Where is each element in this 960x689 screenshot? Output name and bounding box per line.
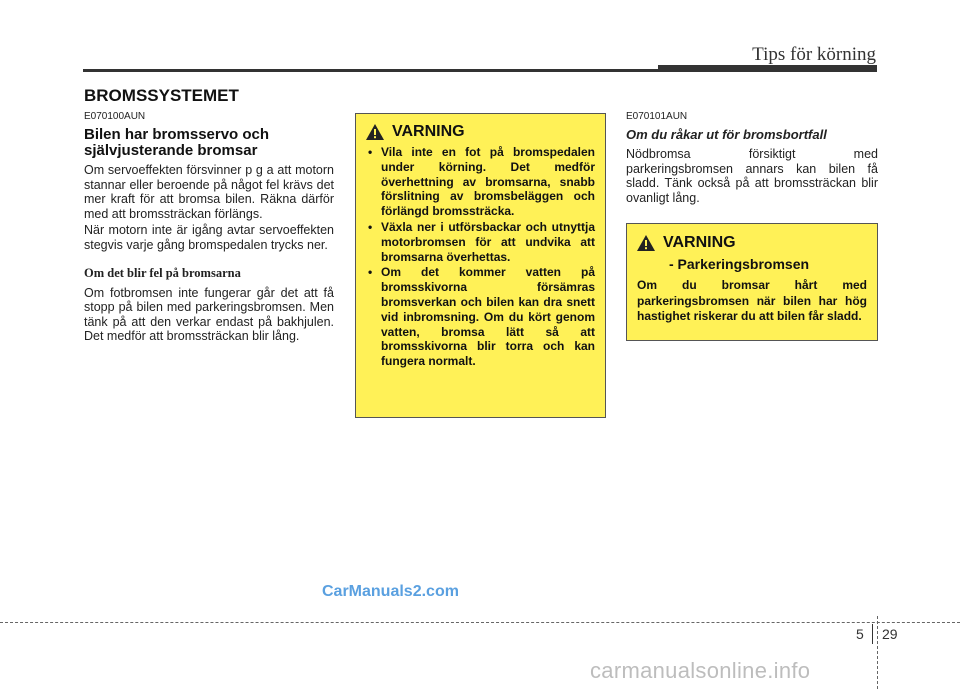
left-paragraph-3: Om fotbromsen inte fungerar går det att få stopp på bilen med parkeringsbromsen. Men tänk på att den verkar endast på bakhjulen. Det medför att bromssträckan blir lång. xyxy=(84,285,334,344)
warning-text: Om du bromsar hårt med parkeringsbromsen när bilen har hög hastighet riskerar du att bilen får sladd. xyxy=(637,278,867,323)
warning-item: • Vila inte en fot på bromspedalen under körning. Det medför överhettning av bromsarna, snabb förslitning av bromsbeläggen och förlängd bromssträcka. xyxy=(366,145,595,219)
page-number: 29 xyxy=(882,626,898,642)
warning-list xyxy=(366,145,595,369)
chapter-number: 5 xyxy=(856,626,864,642)
left-subheading: Om det blir fel på bromsarna xyxy=(84,265,241,280)
warning-label: VARNING xyxy=(392,123,465,140)
warning-header xyxy=(366,123,595,141)
footer-vertical-rule xyxy=(877,616,879,689)
watermark-logo: CarManuals2.com xyxy=(322,583,459,600)
warning-triangle-icon xyxy=(366,124,384,140)
section-code: E070100AUN xyxy=(84,111,146,122)
left-paragraph-1: Om servoeffekten försvinner p g a att motorn stannar eller beroende på något fel krävs det mer kraft för att bromsa bilen. Räkna därför med att bromssträckan förlängs. xyxy=(84,163,334,221)
left-column xyxy=(84,111,334,346)
header-rule-thick xyxy=(658,65,877,72)
footer-rule xyxy=(0,622,960,623)
page-number-divider xyxy=(872,624,873,644)
warning-item: • Om det kommer vatten på bromsskivorna försämras bromsverkan och bilen kan dra snett vid inbromsning. Om du kört genom vatten, bromsa lätt så att bromsskivorna blir torra och kan fungera normalt. xyxy=(366,265,595,369)
warning-box-right xyxy=(626,223,878,341)
warning-box-center xyxy=(355,113,606,418)
footer-url: carmanualsonline.info xyxy=(590,658,811,683)
section-title: BROMSSYSTEMET xyxy=(84,86,239,105)
left-paragraph-2: När motorn inte är igång avtar servoeffekten stegvis varje gång bromspedalen trycks ner. xyxy=(84,223,334,252)
right-paragraph: Nödbromsa försiktigt med parkeringsbromsen annars kan bilen få sladd. Tänk också på att bromssträckan blir ovanligt lång. xyxy=(626,147,878,205)
right-column xyxy=(626,111,878,207)
section-code: E070101AUN xyxy=(626,111,688,122)
warning-item: • Växla ner i utförsbackar och utnyttja motorbromsen för att undvika att bromsarna överhettas. xyxy=(366,220,595,264)
right-heading: Om du råkar ut för bromsbortfall xyxy=(626,127,827,142)
left-heading: Bilen har bromsservo och självjusterande bromsar xyxy=(84,126,270,159)
header-title: Tips för körning xyxy=(752,44,876,65)
warning-label: VARNING xyxy=(663,234,736,251)
warning-header xyxy=(637,234,867,252)
warning-triangle-icon xyxy=(637,235,655,251)
warning-sublabel: - Parkeringsbromsen xyxy=(669,256,810,272)
